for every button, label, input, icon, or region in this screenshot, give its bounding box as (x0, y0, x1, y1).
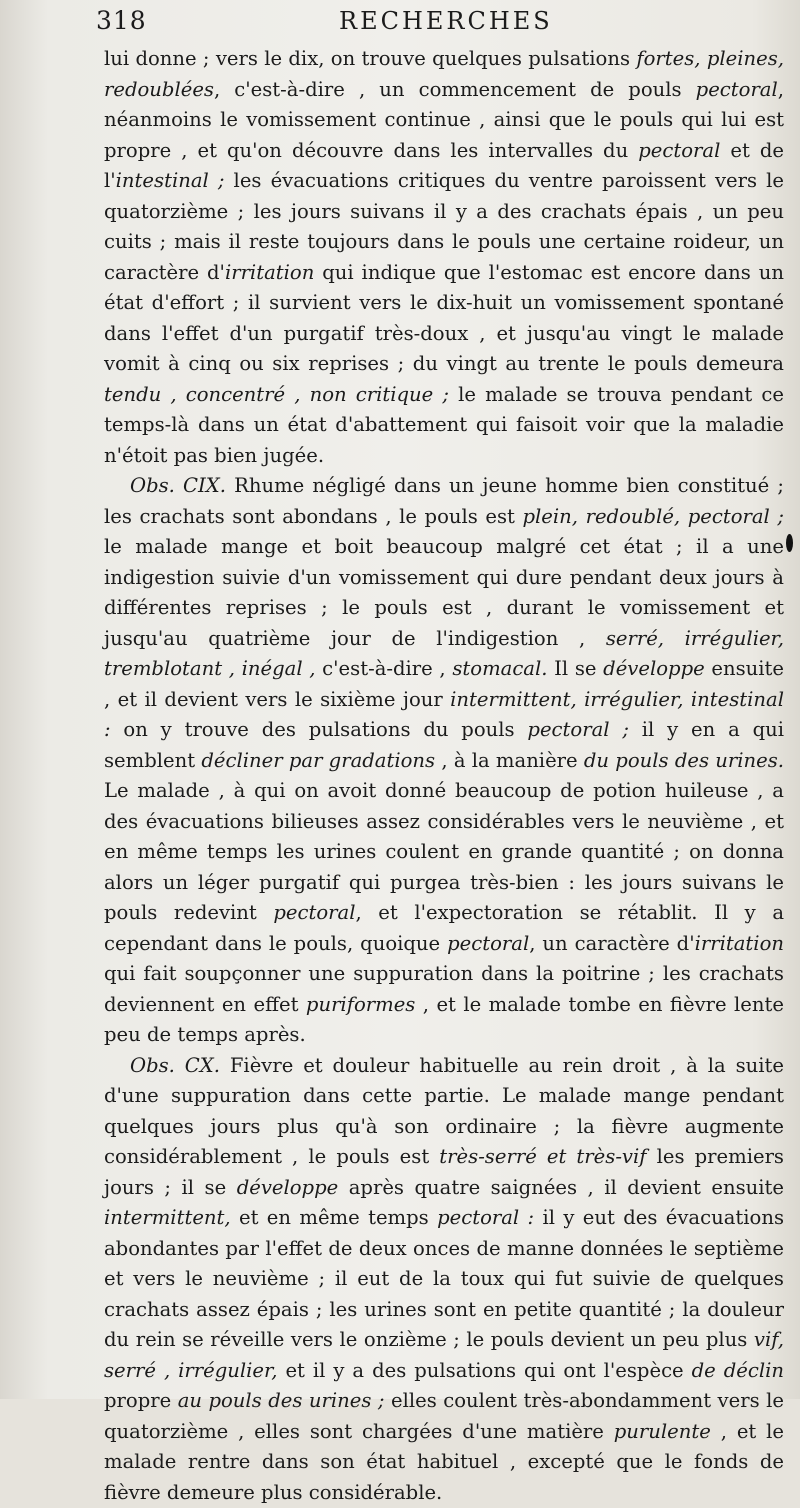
text-segment: Le malade , à qui on avoit donné beaucoup de potion huileuse , a des évacuations bilieuses assez considérables vers le neuvième , et en même temps les urines coulent en grande quantité ; on donna alors un léger purgatif qui purgea très-bien : les jours suivans le pouls redevint (104, 779, 784, 924)
text-segment: Fièvre et douleur habituelle au rein droit , à la suite d'une suppuration dans cette partie. Le malade mange pendant quelques jours plus qu'à son ordinaire ; la fièvre augmente considérablement , le pouls est (104, 1054, 784, 1169)
text-segment: qui indique que l'estomac est encore dans un état d'effort ; il survient vers le dix-huit un vomissement spontané dans l'effet d'un purgatif très-doux , et jusqu'au vingt le malade vomit à cinq ou six reprises ; du vingt au trente le pouls demeura (104, 261, 784, 376)
body-text (104, 44, 784, 1508)
italic-segment: pectoral ; (527, 718, 629, 741)
text-segment: , c'est-à-dire , un commencement de pouls (214, 78, 696, 101)
italic-segment: irritation (695, 932, 784, 955)
italic-segment: de déclin (692, 1359, 784, 1382)
paragraph-obs-cix (104, 471, 784, 1051)
text-segment: le malade se trouva pendant ce temps-là dans un état d'abattement qui faisoit voir que la maladie n'étoit pas bien jugée. (104, 383, 784, 467)
paragraph-continuation (104, 44, 784, 471)
text-segment: lui donne ; vers le dix, on trouve quelques pulsations (104, 47, 636, 70)
italic-segment: pectoral (638, 139, 720, 162)
page-header (96, 6, 780, 40)
text-segment: , un caractère d' (529, 932, 694, 955)
paragraph-obs-cx (104, 1051, 784, 1508)
italic-segment: Obs. CX. (130, 1054, 220, 1077)
page-number: 318 (96, 6, 147, 35)
text-segment: , et le malade tombe en fièvre lente peu de temps après. (104, 993, 784, 1047)
running-title: RECHERCHES (339, 7, 553, 35)
text-segment: elles coulent très-abondamment vers le quatorzième , elles sont chargées d'une matière (104, 1389, 784, 1443)
italic-segment: pectoral (447, 932, 529, 955)
text-segment: propre (104, 1389, 178, 1412)
italic-segment: pectoral : (437, 1206, 534, 1229)
italic-segment: irritation (225, 261, 314, 284)
text-segment: , à la manière (435, 749, 584, 772)
text-segment: et il y a des pulsations qui ont l'espèce (277, 1359, 691, 1382)
text-segment: et de l' (104, 139, 784, 193)
text-segment: c'est-à-dire , (316, 657, 453, 680)
italic-segment: pectoral (273, 901, 355, 924)
text-segment: le malade mange et boit beaucoup malgré cet état ; il a une indigestion suivie d'un vomissement qui dure pendant deux jours à différentes reprises ; le pouls est , durant le vomissement et jusqu'au quatrième jour de l'indigestion , (104, 535, 784, 650)
text-segment: , néanmoins le vomissement continue , ainsi que le pouls qui lui est propre , et qu'on découvre dans les intervalles du (104, 78, 784, 162)
text-segment: et en même temps (231, 1206, 437, 1229)
italic-segment: stomacal. (452, 657, 547, 680)
italic-segment: décliner par gradations (201, 749, 435, 772)
text-segment: on y trouve des pulsations du pouls (111, 718, 528, 741)
text-segment: Il se (547, 657, 603, 680)
text-segment: les évacuations critiques du ventre paroissent vers le quatorzième ; les jours suivans il y a des crachats épais , un peu cuits ; mais il reste toujours dans le pouls une certaine roideur, un caractère d' (104, 169, 784, 284)
italic-segment: serré, irrégulier, tremblotant , inégal , (104, 627, 784, 681)
text-segment: il y eut des évacuations abondantes par l'effet de deux onces de manne données le septième et vers le neuvième ; il eut de la toux qui fut suivie de quelques crachats assez épais ; les urines sont en petite quantité ; la douleur du rein se réveille vers le onzième ; le pouls devient un peu plus (104, 1206, 784, 1351)
italic-segment: pectoral (696, 78, 778, 101)
text-segment: après quatre saignées , il devient ensuite (338, 1176, 784, 1199)
text-segment: Rhume négligé dans un jeune homme bien constitué ; les crachats sont abondans , le pouls est (104, 474, 784, 528)
italic-segment: plein, redoublé, pectoral ; (523, 505, 785, 528)
italic-segment: très-serré et très-vif (439, 1145, 646, 1168)
italic-segment: intestinal ; (116, 169, 225, 192)
text-segment: , et l'expectoration se rétablit. Il y a cependant dans le pouls, quoique (104, 901, 784, 955)
text-segment: , et le malade rentre dans son état habituel , excepté que le fonds de fièvre demeure plus considérable. (104, 1420, 784, 1504)
text-segment: il y en a qui semblent (104, 718, 784, 772)
italic-segment: au pouls des urines ; (178, 1389, 385, 1412)
italic-segment: Obs. CIX. (130, 474, 226, 497)
italic-segment: intermittent, (104, 1206, 231, 1229)
ink-blot (786, 534, 793, 552)
italic-segment: intermittent, irrégulier, intestinal : (104, 688, 784, 742)
italic-segment: développe (237, 1176, 339, 1199)
italic-segment: tendu , concentré , non critique ; (104, 383, 449, 406)
italic-segment: purulente (614, 1420, 711, 1443)
italic-segment: développe (603, 657, 705, 680)
italic-segment: vif, serré , irrégulier, (104, 1328, 784, 1382)
italic-segment: puriformes (306, 993, 415, 1016)
italic-segment: du pouls des urines. (584, 749, 784, 772)
italic-segment: fortes, pleines, redoublées (104, 47, 784, 101)
text-segment: qui fait soupçonner une suppuration dans la poitrine ; les crachats deviennent en effet (104, 962, 784, 1016)
text-segment: les premiers jours ; il se (104, 1145, 784, 1199)
text-segment: ensuite , et il devient vers le sixième jour (104, 657, 784, 711)
